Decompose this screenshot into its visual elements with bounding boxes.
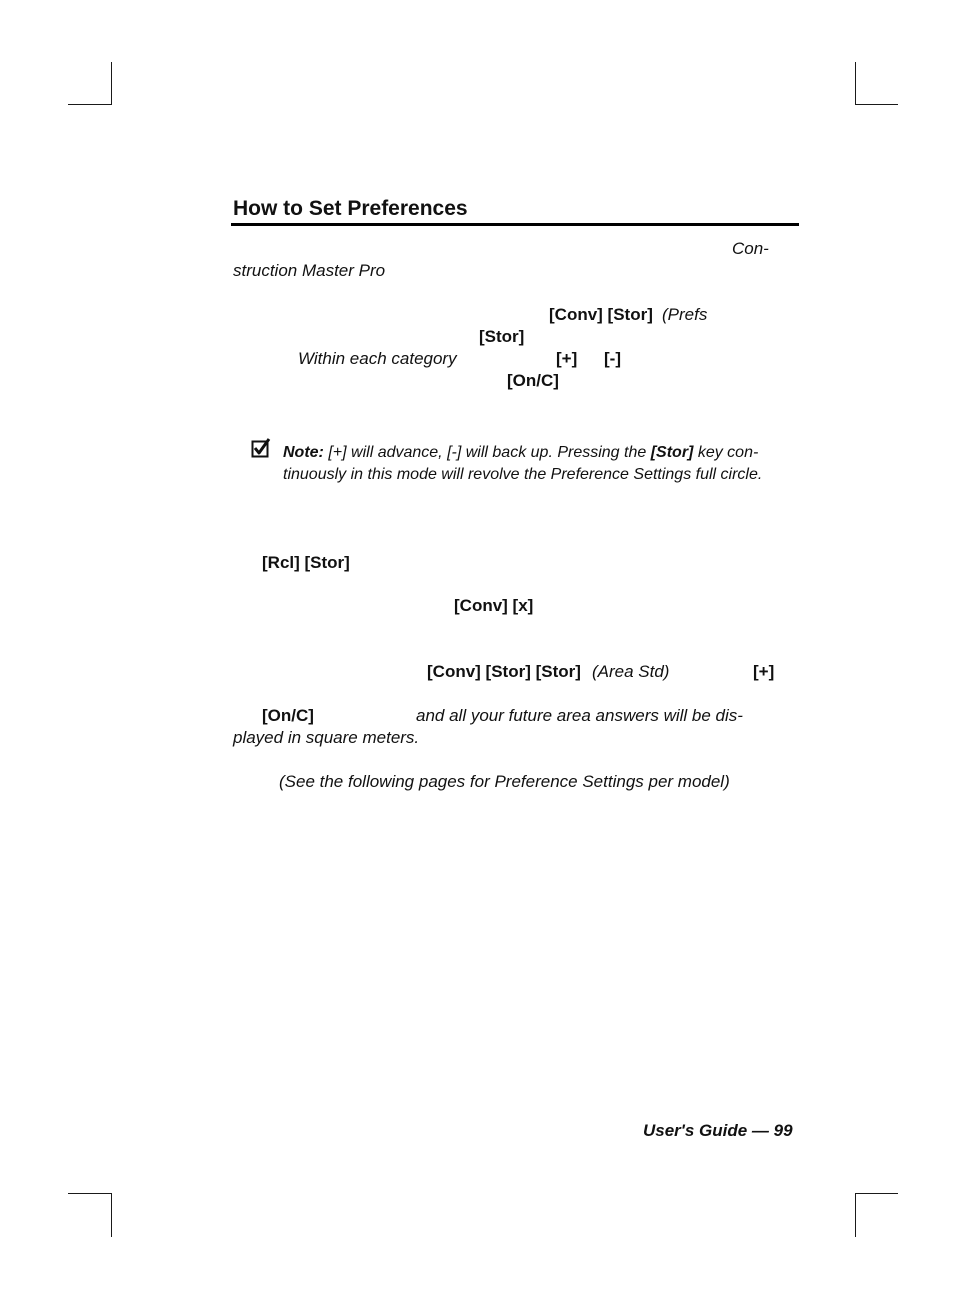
page-footer: User's Guide — 99 xyxy=(643,1121,793,1140)
para2-within-category: Within each category xyxy=(298,349,457,368)
crop-mark-top-right-h xyxy=(855,104,898,105)
para1-line2: struction Master Pro xyxy=(233,261,386,280)
note-label: Note: xyxy=(283,444,324,461)
para3-keys-rcl-stor: [Rcl] [Stor] xyxy=(262,553,350,572)
see-following-pages: (See the following pages for Preference Settings per model) xyxy=(279,772,730,791)
example-keys-conv-stor-stor: [Conv] [Stor] [Stor] xyxy=(427,662,581,681)
example-line3: played in square meters. xyxy=(233,728,420,747)
para2-key-minus: [-] xyxy=(604,349,621,368)
para2-key-plus: [+] xyxy=(556,349,578,368)
example-key-onc: [On/C] xyxy=(262,706,314,725)
para2-prefs: (Prefs xyxy=(662,305,708,324)
para2-keys-conv-stor: [Conv] [Stor] xyxy=(549,305,653,324)
example-area-std: (Area Std) xyxy=(592,662,670,681)
note-line1 xyxy=(283,443,758,463)
note-text2: key con- xyxy=(697,444,759,461)
checkbox-checked-icon xyxy=(251,438,271,460)
crop-mark-top-left-h xyxy=(68,104,112,105)
crop-mark-top-right-v xyxy=(855,62,856,105)
para2-key-stor: [Stor] xyxy=(479,327,525,346)
crop-mark-bottom-right-v xyxy=(855,1193,856,1237)
note-text1: [+] will advance, [-] will back up. Pressing the xyxy=(328,444,647,461)
note-line2: tinuously in this mode will revolve the Preference Settings full circle. xyxy=(283,466,763,483)
para2-key-onc: [On/C] xyxy=(507,371,559,390)
note-key-stor: [Stor] xyxy=(650,444,694,461)
example-line2-text: and all your future area answers will be dis- xyxy=(416,706,743,725)
para1-line1-end: Con- xyxy=(732,239,769,258)
para4-keys-conv-x: [Conv] [x] xyxy=(454,596,534,615)
crop-mark-top-left-v xyxy=(111,62,112,105)
heading-rule xyxy=(231,223,799,226)
crop-mark-bottom-right-h xyxy=(855,1193,898,1194)
example-key-plus: [+] xyxy=(753,662,775,681)
crop-mark-bottom-left-h xyxy=(68,1193,112,1194)
section-heading: How to Set Preferences xyxy=(233,197,468,220)
crop-mark-bottom-left-v xyxy=(111,1193,112,1237)
